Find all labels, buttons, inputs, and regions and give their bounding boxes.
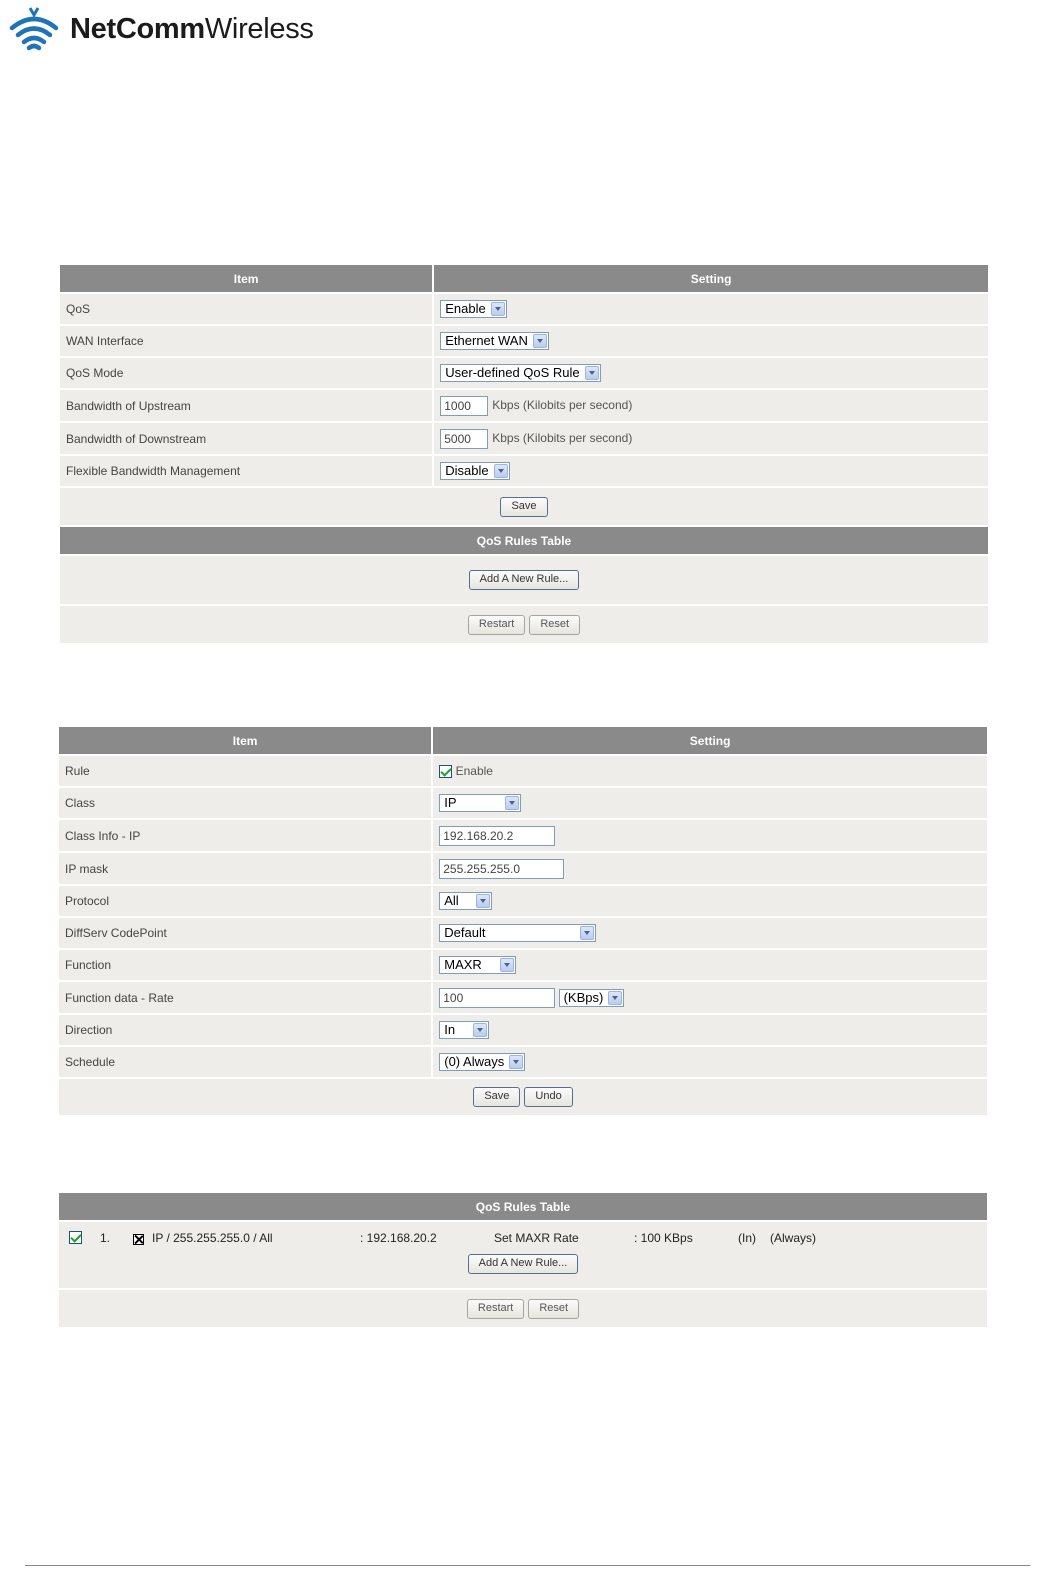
downstream-input[interactable]: 5000	[440, 429, 488, 449]
qos-rules-table-title: QoS Rules Table	[59, 1193, 987, 1220]
flexible-bandwidth-select[interactable]: Disable	[440, 462, 509, 480]
restart-button[interactable]: Restart	[468, 615, 525, 635]
schedule-select[interactable]: (0) Always	[439, 1053, 525, 1071]
chevron-down-icon	[491, 302, 505, 316]
qos-rules-table-title: QoS Rules Table	[60, 527, 988, 554]
undo-button[interactable]: Undo	[524, 1087, 572, 1107]
rule-index: 1.	[100, 1231, 111, 1245]
qos-rules-panel	[57, 1191, 989, 1329]
schedule-label: Schedule	[59, 1047, 431, 1077]
upstream-input[interactable]: 1000	[440, 396, 488, 416]
class-select[interactable]: IP	[439, 794, 521, 812]
rule-ip: : 192.168.20.2	[360, 1231, 437, 1245]
function-select[interactable]: MAXR	[439, 956, 516, 974]
diffserv-label: DiffServ CodePoint	[59, 918, 431, 948]
reset-button[interactable]: Reset	[528, 1299, 579, 1319]
rate-unit-select[interactable]: (KBps)	[559, 989, 625, 1007]
function-label: Function	[59, 950, 431, 980]
diffserv-select[interactable]: Default	[439, 924, 596, 942]
wifi-signal-icon	[8, 6, 60, 52]
rule-direction: (In)	[738, 1231, 756, 1245]
rule-enable-checkbox[interactable]	[439, 765, 452, 778]
add-new-rule-button[interactable]: Add A New Rule...	[469, 570, 580, 590]
save-button[interactable]: Save	[473, 1087, 520, 1107]
class-info-ip-input[interactable]: 192.168.20.2	[439, 826, 555, 846]
column-header-item: Item	[60, 265, 432, 292]
function-rate-label: Function data - Rate	[59, 982, 431, 1013]
brand-wordmark	[70, 12, 314, 45]
delete-rule-icon[interactable]	[133, 1234, 144, 1245]
chevron-down-icon	[476, 894, 490, 908]
rule-enable-label: Enable	[455, 763, 493, 778]
upstream-unit: Kbps (Kilobits per second)	[492, 397, 633, 412]
protocol-label: Protocol	[59, 886, 431, 916]
chevron-down-icon	[505, 796, 519, 810]
protocol-select[interactable]: All	[439, 892, 492, 910]
column-header-setting: Setting	[433, 727, 987, 754]
column-header-setting: Setting	[434, 265, 988, 292]
table-row	[59, 1222, 987, 1254]
chevron-down-icon	[585, 366, 599, 380]
rule-label: Rule	[59, 756, 431, 786]
chevron-down-icon	[494, 464, 508, 478]
qos-settings-panel	[58, 263, 990, 645]
class-info-ip-label: Class Info - IP	[59, 820, 431, 851]
rule-function: Set MAXR Rate	[494, 1231, 579, 1245]
netcomm-logo	[8, 6, 314, 52]
downstream-unit: Kbps (Kilobits per second)	[492, 430, 633, 445]
upstream-label: Bandwidth of Upstream	[60, 390, 432, 421]
chevron-down-icon	[473, 1023, 487, 1037]
restart-button[interactable]: Restart	[467, 1299, 524, 1319]
chevron-down-icon	[608, 991, 622, 1005]
downstream-label: Bandwidth of Downstream	[60, 423, 432, 454]
reset-button[interactable]: Reset	[529, 615, 580, 635]
footer-divider	[25, 1565, 1030, 1566]
rule-class: IP / 255.255.255.0 / All	[152, 1231, 273, 1245]
wan-interface-select[interactable]: Ethernet WAN	[440, 332, 549, 350]
function-rate-input[interactable]: 100	[439, 988, 555, 1008]
add-new-rule-button[interactable]: Add A New Rule...	[468, 1254, 579, 1274]
chevron-down-icon	[509, 1055, 523, 1069]
wan-interface-label: WAN Interface	[60, 326, 432, 356]
chevron-down-icon	[533, 334, 547, 348]
qos-mode-label: QoS Mode	[60, 358, 432, 388]
rule-enable-checkbox[interactable]	[69, 1231, 82, 1244]
rule-schedule: (Always)	[770, 1231, 817, 1245]
brand-bold: NetComm	[70, 12, 205, 45]
direction-label: Direction	[59, 1015, 431, 1045]
direction-select[interactable]: In	[439, 1021, 489, 1039]
save-button[interactable]: Save	[500, 497, 547, 517]
qos-mode-select[interactable]: User-defined QoS Rule	[440, 364, 600, 382]
chevron-down-icon	[500, 958, 514, 972]
column-header-item: Item	[59, 727, 431, 754]
class-label: Class	[59, 788, 431, 818]
qos-select[interactable]: Enable	[440, 300, 506, 318]
rule-editor-panel	[57, 725, 989, 1117]
qos-label: QoS	[60, 294, 432, 324]
chevron-down-icon	[580, 926, 594, 940]
ip-mask-label: IP mask	[59, 853, 431, 884]
brand-regular: Wireless	[204, 12, 314, 45]
flexible-bandwidth-label: Flexible Bandwidth Management	[60, 456, 432, 486]
ip-mask-input[interactable]: 255.255.255.0	[439, 859, 564, 879]
rule-rate: : 100 KBps	[634, 1231, 693, 1245]
